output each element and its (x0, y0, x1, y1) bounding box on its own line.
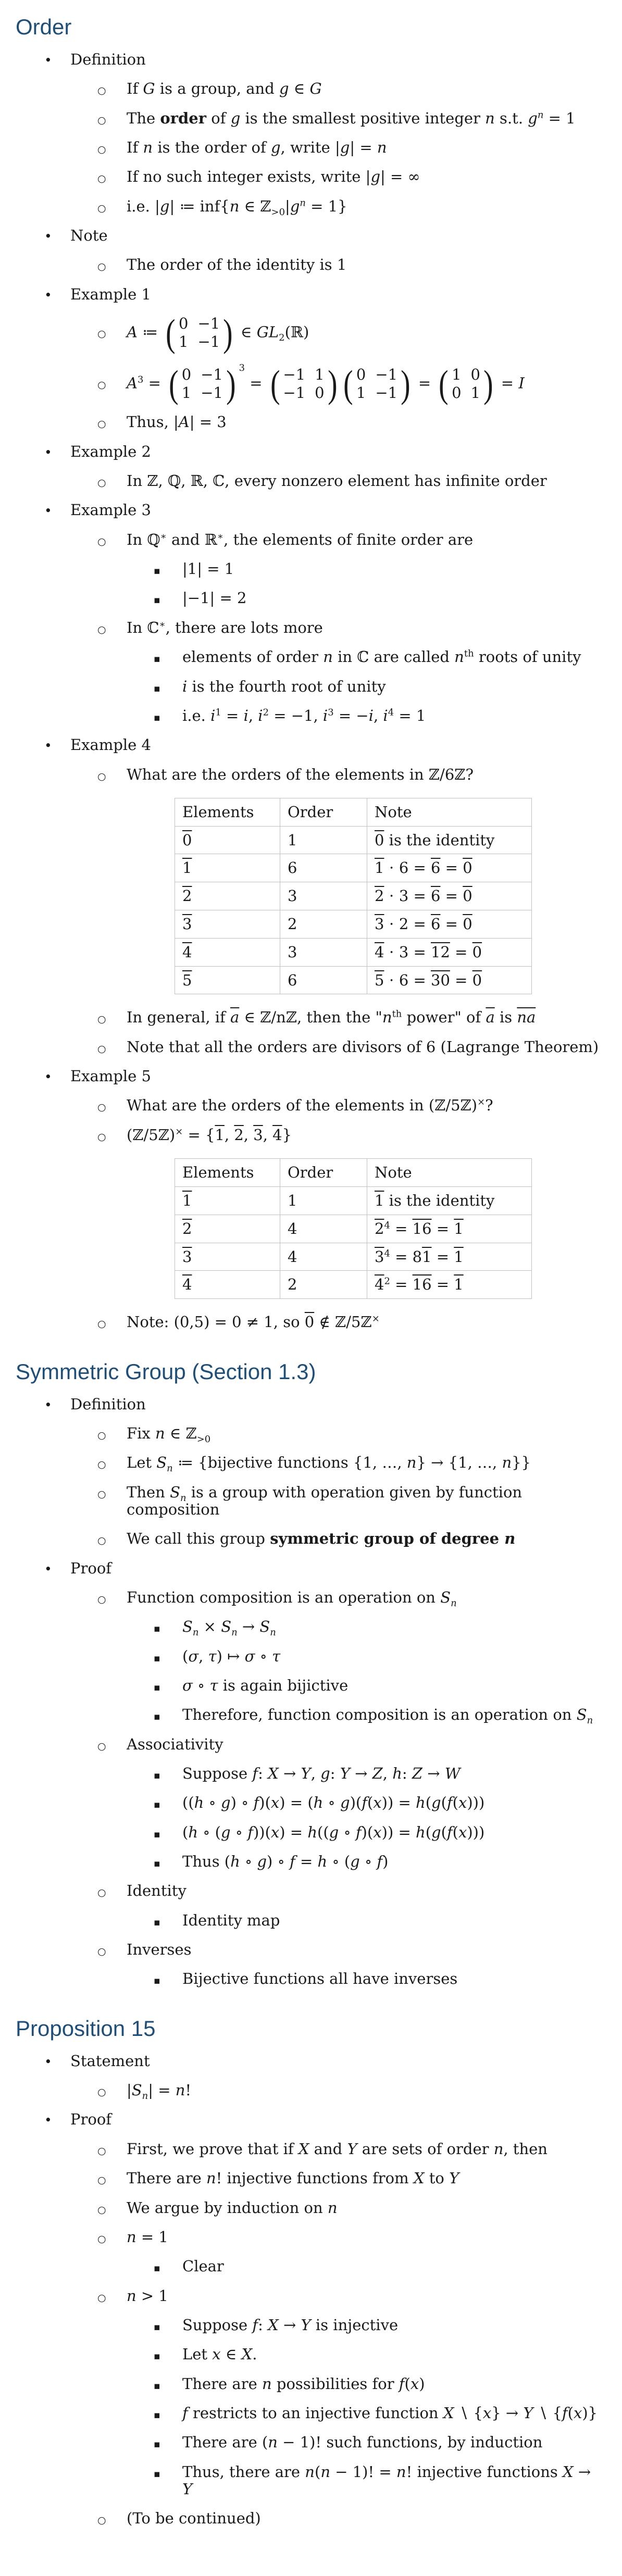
outline-text: Bijective functions all have inverses (182, 1970, 458, 1988)
outline-text: In ℂ∗, there are lots more (127, 618, 323, 636)
outline-item (16, 80, 607, 97)
square-icon: ▪ (154, 594, 160, 606)
outline-text: $S_n \times S_n \to S_n$ (182, 1618, 276, 1639)
outline-item (16, 1009, 607, 1026)
circle-icon: ○ (97, 85, 106, 97)
outline-text: There are n! injective functions from X to Y (127, 2169, 459, 2187)
table-cell: 2 (175, 1215, 280, 1243)
table-cell: 2 (280, 910, 367, 939)
table-cell: 0 is the identity (367, 826, 532, 854)
outline-item (16, 2111, 607, 2128)
outline-text: Example 5 (70, 1067, 151, 1085)
outline-text: If G is a group, and g ∈ G (127, 80, 322, 98)
outline-item (16, 2141, 607, 2158)
bullet-icon: • (44, 2112, 52, 2128)
square-icon: ▪ (154, 2409, 160, 2421)
table-row (175, 966, 532, 994)
right-paren: ) (223, 311, 233, 355)
outline-item (16, 1396, 607, 1413)
table-cell: 1 ⋅ 6 = 6 = 0 (367, 854, 532, 882)
outline-item (16, 1765, 607, 1782)
outline-item (16, 1794, 607, 1811)
table-cell: 1 (175, 854, 280, 882)
outline-text: Example 3 (70, 501, 151, 519)
table-header-cell: Order (280, 798, 367, 826)
outline-text: In general, if $\overline{a}$ ∈ ℤ/nℤ, then the "$n^{th}$ power" of $\overline{a}$ is $\overline{na}$ (127, 1008, 536, 1027)
bullet-icon: • (44, 53, 52, 68)
bullet-icon: • (44, 229, 52, 244)
outline-text: Let $S_n$ ≔ {bijective functions {1, …, n} → {1, …, n}} (127, 1454, 531, 1474)
table-cell: 3 ⋅ 2 = 6 = 0 (367, 910, 532, 939)
circle-icon: ○ (97, 2145, 106, 2157)
outline-text: |1| = 1 (182, 560, 234, 578)
outline-text: Proof (70, 1559, 112, 1577)
circle-icon: ○ (97, 1946, 106, 1958)
outline-item (16, 1853, 607, 1870)
outline-text: We argue by induction on n (127, 2198, 338, 2217)
outline-text: Fix n ∈ ℤ$_{>0}$ (127, 1424, 211, 1445)
outline-text: f restricts to an injective function X ∖ {x} → Y ∖ {f(x)} (182, 2404, 598, 2422)
table-cell: 4 ⋅ 3 = 12 = 0 (367, 938, 532, 966)
table-row (175, 854, 532, 882)
table-row (175, 882, 532, 910)
outline-item (16, 1314, 607, 1331)
outline-item (16, 414, 607, 431)
outline-item (16, 362, 607, 405)
outline-text: Statement (70, 2052, 150, 2070)
table-cell: 6 (280, 966, 367, 994)
matrix-2x2: ( 0 −1 1 −1 ) (166, 311, 233, 355)
outline-text: Example 1 (70, 285, 151, 303)
table-cell: 1 (280, 1186, 367, 1215)
outline-item (16, 2053, 607, 2070)
square-icon: ▪ (154, 2380, 160, 2392)
outline-item (16, 1039, 607, 1056)
bullet-icon: • (44, 738, 52, 754)
outline-text: What are the orders of the elements in ℤ/6ℤ? (127, 765, 474, 783)
bullet-icon: • (44, 1561, 52, 1577)
square-icon: ▪ (154, 653, 160, 665)
table-header-row (175, 1159, 532, 1187)
square-icon: ▪ (154, 1652, 160, 1664)
table-header-cell: Elements (175, 1159, 280, 1187)
outline-item (16, 1618, 607, 1639)
circle-icon: ○ (97, 770, 106, 782)
circle-icon: ○ (97, 1131, 106, 1143)
outline-item (16, 2287, 607, 2305)
table-row (175, 1186, 532, 1215)
outline-text: A ≔ ( 0 −1 1 −1 ) ∈ $GL_2(ℝ)$ (127, 311, 309, 355)
outline-text: What are the orders of the elements in (ℤ/5ℤ)×? (127, 1096, 493, 1115)
left-paren: ( (270, 362, 280, 405)
section-order (16, 15, 607, 1331)
circle-icon: ○ (97, 328, 106, 340)
outline-item (16, 2346, 607, 2363)
outline-item (16, 443, 607, 460)
table-cell: 6 (280, 854, 367, 882)
table-cell: 4 (175, 1271, 280, 1299)
bullet-icon: • (44, 503, 52, 519)
outline-text: |−1| = 2 (182, 589, 247, 607)
matrix-2x2: ( 0 −1 1 −1 ) (343, 362, 410, 405)
table-cell: 4 (280, 1215, 367, 1243)
outline-item (16, 2081, 607, 2102)
matrix-2x2: ( 0 −1 1 −1 ) (169, 362, 236, 405)
bullet-icon: • (44, 1069, 52, 1085)
table-cell: 5 ⋅ 6 = 30 = 0 (367, 966, 532, 994)
outline-text: (σ, τ) ↦ σ ∘ τ (182, 1647, 281, 1665)
circle-icon: ○ (97, 1535, 106, 1547)
outline-item (16, 502, 607, 519)
outline-text: i.e. $i^1 = i$, $i^2 = -1$, $i^3 = -i$, $i^4 = 1$ (182, 706, 426, 724)
outline-text: The order of g is the smallest positive integer n s.t. $g^n = 1$ (127, 109, 576, 127)
table-header-cell: Elements (175, 798, 280, 826)
circle-icon: ○ (97, 1429, 106, 1441)
table-cell: 3 (175, 1243, 280, 1271)
outline-text: There are n possibilities for f(x) (182, 2374, 425, 2393)
matrix-2x2: ( −1 1 −1 0 ) (270, 362, 338, 405)
circle-icon: ○ (97, 1014, 106, 1026)
outline-text: Definition (70, 1395, 146, 1413)
outline-item (16, 311, 607, 355)
square-icon: ▪ (154, 2468, 160, 2480)
outline-item (16, 736, 607, 754)
outline-text: ((h ∘ g) ∘ f)(x) = (h ∘ g)(f(x)) = h(g(f(x))) (182, 1794, 485, 1812)
circle-icon: ○ (97, 623, 106, 635)
outline-item (16, 1882, 607, 1899)
outline-text: Suppose f: X → Y is injective (182, 2316, 399, 2334)
outline-item (16, 51, 607, 68)
outline-item (16, 139, 607, 156)
circle-icon: ○ (97, 1593, 106, 1605)
square-icon: ▪ (154, 565, 160, 577)
table-row (175, 938, 532, 966)
square-icon: ▪ (154, 1711, 160, 1723)
circle-icon: ○ (97, 144, 106, 156)
outline-item (16, 619, 607, 636)
left-paren: ( (439, 362, 449, 405)
outline-item (16, 1736, 607, 1753)
outline-item (16, 707, 607, 724)
table-row (175, 910, 532, 939)
circle-icon: ○ (97, 477, 106, 489)
z5z-orders-table (175, 1158, 532, 1299)
section-proposition-15 (16, 2016, 607, 2528)
square-icon: ▪ (154, 2262, 160, 2274)
right-paren: ) (327, 362, 338, 405)
outline-text: Note (70, 227, 108, 245)
outline-text: (ℤ/5ℤ)× = {1, 2, 3, 4} (127, 1126, 292, 1144)
section-title-proposition-15: Proposition 15 (16, 2016, 156, 2041)
outline-text: Note: (0,5) = 0 ≠ 1, so 0 ∉ ℤ/5ℤ× (127, 1313, 380, 1331)
outline-text: Note that all the orders are divisors of 6 (Lagrange Theorem) (127, 1037, 599, 1056)
circle-icon: ○ (97, 261, 106, 273)
circle-icon: ○ (97, 114, 106, 126)
outline-item (16, 1941, 607, 1958)
circle-icon: ○ (97, 1459, 106, 1471)
square-icon: ▪ (154, 1681, 160, 1693)
table-row (175, 826, 532, 854)
square-icon: ▪ (154, 2350, 160, 2362)
outline-item (16, 1706, 607, 1727)
circle-icon: ○ (97, 2086, 106, 2098)
table-cell: $2^4 = 16 = 1$ (367, 1215, 532, 1243)
square-icon: ▪ (154, 1799, 160, 1811)
bullet-icon: • (44, 287, 52, 303)
square-icon: ▪ (154, 711, 160, 723)
outline-text: If n is the order of g, write |g| = n (127, 139, 387, 157)
outline-text: Example 2 (70, 442, 151, 460)
outline-text: $A^3$ = ( 0 −1 1 −1 ) $^3$ = ( −1 1 −1 0 ) ( 0 −1 1 −1 ) = ( 1 0 0 1 ) = I (127, 362, 525, 405)
circle-icon: ○ (97, 1740, 106, 1752)
outline-item (16, 2464, 607, 2498)
outline-text: n > 1 (127, 2286, 168, 2305)
table-cell: 1 (175, 1186, 280, 1215)
outline-item (16, 1484, 607, 1519)
outline-item (16, 1454, 607, 1474)
outline-text: Definition (70, 51, 146, 69)
outline-text: In ℚ∗ and ℝ∗, the elements of finite order are (127, 530, 474, 548)
outline-item (16, 2170, 607, 2187)
outline-item (16, 590, 607, 607)
outline-text: Proof (70, 2110, 112, 2129)
circle-icon: ○ (97, 202, 106, 214)
outline-item (16, 531, 607, 548)
square-icon: ▪ (154, 2321, 160, 2333)
outline-text: The order of the identity is 1 (127, 256, 347, 274)
outline-item (16, 1648, 607, 1665)
outline-item (16, 227, 607, 244)
outline-text: Identity (127, 1882, 186, 1900)
outline-item (16, 766, 607, 783)
bullet-icon: • (44, 2054, 52, 2069)
circle-icon: ○ (97, 1102, 106, 1114)
table-row (175, 1215, 532, 1243)
table-cell: 2 (280, 1271, 367, 1299)
circle-icon: ○ (97, 1318, 106, 1330)
outline-item (16, 286, 607, 303)
outline-item (16, 2375, 607, 2393)
table-header-cell: Note (367, 1159, 532, 1187)
square-icon: ▪ (154, 682, 160, 694)
circle-icon: ○ (97, 2233, 106, 2245)
table-cell: 3 (175, 910, 280, 939)
outline-text: Let x ∈ X. (182, 2345, 257, 2364)
outline-item (16, 110, 607, 127)
outline-item (16, 2510, 607, 2527)
matrix-2x2: ( 1 0 0 1 ) (439, 362, 493, 405)
section-title-symmetric-group: Symmetric Group (Section 1.3) (16, 1359, 316, 1384)
square-icon: ▪ (154, 1916, 160, 1928)
outline-text: i.e. |g| ≔ inf{n ∈ $ℤ_{>0}|g^n = 1$} (127, 197, 347, 218)
outline-text: σ ∘ τ is again bijictive (182, 1676, 349, 1694)
outline-item (16, 2229, 607, 2246)
square-icon: ▪ (154, 1828, 160, 1840)
outline-item (16, 2434, 607, 2451)
square-icon: ▪ (154, 2439, 160, 2450)
left-paren: ( (343, 362, 353, 405)
table-cell: 5 (175, 966, 280, 994)
z6z-orders-table (175, 798, 532, 995)
circle-icon: ○ (97, 2204, 106, 2216)
outline-text: $|S_n| = n$! (127, 2081, 192, 2102)
outline-text: Function composition is an operation on $S_n$ (127, 1588, 457, 1609)
outline-item (16, 2317, 607, 2334)
square-icon: ▪ (154, 1623, 160, 1635)
outline-item (16, 1127, 607, 1144)
left-paren: ( (166, 311, 176, 355)
bullet-icon: • (44, 444, 52, 460)
outline-text: Thus, there are n(n − 1)! = n! injective functions X → Y (182, 2462, 591, 2498)
table-cell: 2 ⋅ 3 = 6 = 0 (367, 882, 532, 910)
outline-item (16, 197, 607, 218)
outline-item (16, 1677, 607, 1694)
square-icon: ▪ (154, 1858, 160, 1870)
right-paren: ) (483, 362, 493, 405)
square-icon: ▪ (154, 1770, 160, 1781)
outline-item (16, 1824, 607, 1841)
outline-item (16, 1097, 607, 1114)
table-row (175, 1271, 532, 1299)
table-cell: 4 (280, 1243, 367, 1271)
outline-text: Identity map (182, 1911, 280, 1929)
outline-text: Example 4 (70, 736, 151, 754)
right-paren: ) (226, 362, 236, 405)
outline-text: elements of order n in ℂ are called $n^{th}$ roots of unity (182, 648, 581, 666)
outline-text: In ℤ, ℚ, ℝ, ℂ, every nonzero element has infinite order (127, 472, 547, 490)
table-header-row (175, 798, 532, 826)
circle-icon: ○ (97, 2292, 106, 2304)
circle-icon: ○ (97, 1043, 106, 1055)
right-paren: ) (401, 362, 410, 405)
outline-item (16, 2258, 607, 2275)
outline-item (16, 256, 607, 273)
table-cell: 2 (175, 882, 280, 910)
outline-item (16, 1424, 607, 1445)
table-cell: 0 (175, 826, 280, 854)
table-cell: 1 (280, 826, 367, 854)
circle-icon: ○ (97, 1887, 106, 1899)
outline-text: Therefore, function composition is an operation on $S_n$ (182, 1706, 593, 1727)
circle-icon: ○ (97, 379, 106, 391)
outline-text: Suppose f: X → Y, g: Y → Z, h: Z → W (182, 1765, 461, 1782)
table-cell: $4^2 = 16 = 1$ (367, 1271, 532, 1299)
section-title-order: Order (16, 15, 72, 39)
outline-item (16, 472, 607, 490)
bullet-icon: • (44, 1397, 52, 1412)
circle-icon: ○ (97, 2174, 106, 2186)
table-cell: $3^4 = 81 = 1$ (367, 1243, 532, 1271)
circle-icon: ○ (97, 173, 106, 185)
outline-text: We call this group symmetric group of degree n (127, 1530, 516, 1548)
table-cell: 4 (175, 938, 280, 966)
outline-text: Then $S_n$ is a group with operation given by function composition (127, 1483, 523, 1518)
outline-text: (h ∘ (g ∘ f))(x) = h((g ∘ f)(x)) = h(g(f(x))) (182, 1823, 485, 1841)
outline-item (16, 1560, 607, 1577)
outline-item (16, 678, 607, 695)
outline-item (16, 648, 607, 666)
circle-icon: ○ (97, 2515, 106, 2527)
outline-text: Inverses (127, 1941, 192, 1959)
outline-item (16, 560, 607, 578)
outline-text: Thus (h ∘ g) ∘ f = h ∘ (g ∘ f) (182, 1853, 389, 1871)
table-cell: 1 is the identity (367, 1186, 532, 1215)
outline-text: First, we prove that if X and Y are sets of order n, then (127, 2140, 548, 2158)
table-cell: 3 (280, 882, 367, 910)
outline-item (16, 1068, 607, 1085)
table-cell: 3 (280, 938, 367, 966)
outline-text: n = 1 (127, 2228, 168, 2246)
outline-text: Associativity (127, 1735, 223, 1753)
outline-text: (To be continued) (127, 2509, 261, 2528)
table-header-cell: Order (280, 1159, 367, 1187)
outline-item (16, 1970, 607, 1987)
outline-item (16, 1912, 607, 1929)
circle-icon: ○ (97, 1488, 106, 1500)
outline-text: If no such integer exists, write |g| = ∞ (127, 168, 420, 186)
table-header-cell: Note (367, 798, 532, 826)
outline-text: Thus, |A| = 3 (127, 413, 227, 431)
circle-icon: ○ (97, 535, 106, 547)
table-row (175, 1243, 532, 1271)
left-paren: ( (169, 362, 179, 405)
outline-item (16, 2405, 607, 2422)
outline-item (16, 168, 607, 185)
square-icon: ▪ (154, 1975, 160, 1987)
outline-item (16, 2199, 607, 2217)
outline-text: There are (n − 1)! such functions, by induction (182, 2433, 543, 2452)
outline-text: Clear (182, 2257, 224, 2275)
outline-text: i is the fourth root of unity (182, 677, 386, 695)
section-symmetric-group (16, 1359, 607, 1988)
circle-icon: ○ (97, 418, 106, 430)
outline-item (16, 1530, 607, 1547)
outline-item (16, 1588, 607, 1609)
